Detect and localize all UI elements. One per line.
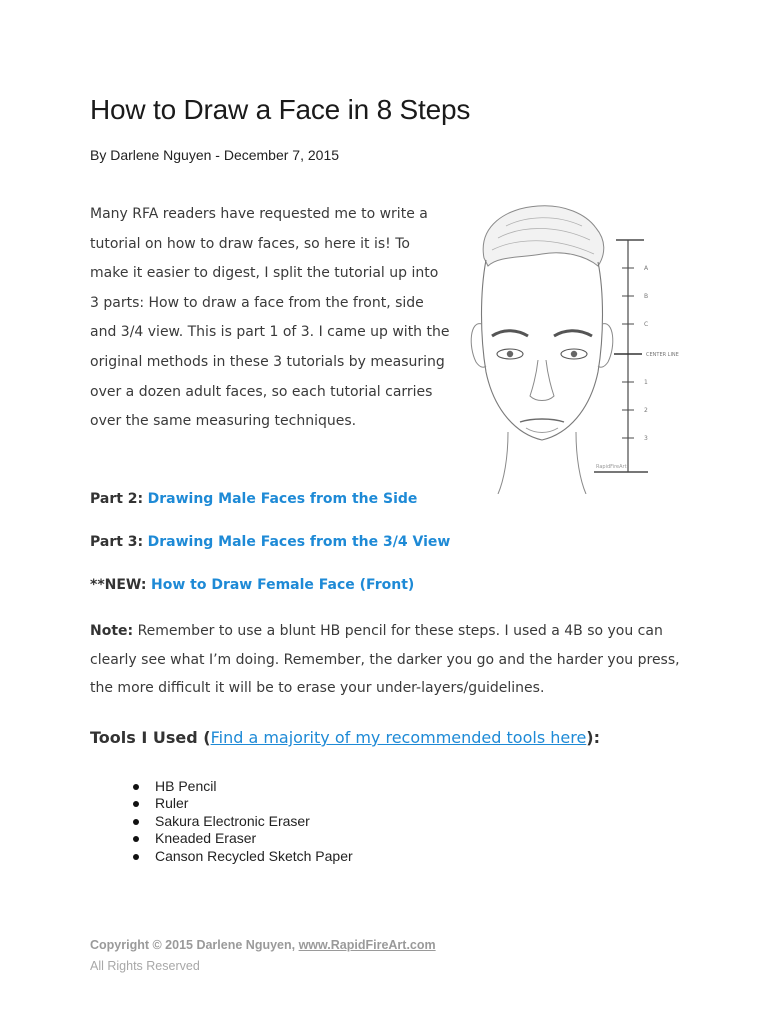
ruler-mark-1: 1	[644, 379, 648, 386]
ruler-mark-3: 3	[644, 435, 648, 442]
tool-label: Canson Recycled Sketch Paper	[155, 847, 353, 864]
ruler-center-line: CENTER LINE	[646, 352, 679, 358]
ruler-mark-b: B	[644, 293, 649, 300]
bullet-icon	[133, 836, 139, 842]
tool-label: Kneaded Eraser	[155, 830, 257, 847]
list-item	[133, 830, 353, 847]
tool-label: Sakura Electronic Eraser	[155, 812, 310, 829]
artist-signature: RapidFireArt	[596, 464, 627, 470]
recommended-tools-link[interactable]: Find a majority of my recommended tools here	[210, 728, 587, 747]
list-item	[133, 813, 353, 830]
list-item	[133, 848, 353, 865]
copyright-text: Copyright © 2015 Darlene Nguyen,	[90, 938, 299, 952]
part-3-label: Part 3:	[90, 534, 144, 550]
list-item	[133, 778, 353, 795]
tools-list	[133, 778, 353, 865]
tools-heading	[90, 728, 600, 747]
new-part-label: **NEW:	[90, 577, 147, 593]
byline: By Darlene Nguyen - December 7, 2015	[90, 147, 340, 163]
tools-heading-suffix: ):	[586, 728, 601, 747]
bullet-icon	[133, 854, 139, 860]
ruler-mark-a: A	[644, 265, 649, 272]
article-title: How to Draw a Face in 8 Steps	[90, 94, 471, 125]
note-text: Remember to use a blunt HB pencil for these steps. I used a 4B so you can clearly see what I’m doing. Remember, the darker you go and the harder you press, the more difficult it will be to erase your under-layers/guidelines.	[90, 623, 680, 696]
new-part-line	[90, 577, 414, 593]
site-link[interactable]: www.RapidFireArt.com	[298, 938, 436, 952]
tools-heading-prefix: Tools I Used (	[90, 728, 211, 747]
bullet-icon	[133, 819, 139, 825]
copyright-line	[90, 938, 436, 952]
part-2-label: Part 2:	[90, 491, 144, 507]
ruler-mark-c: C	[644, 321, 649, 328]
list-item	[133, 795, 353, 812]
new-part-link[interactable]: How to Draw Female Face (Front)	[151, 577, 415, 593]
part-3-link[interactable]: Drawing Male Faces from the 3/4 View	[147, 534, 451, 550]
tool-label: HB Pencil	[155, 778, 217, 794]
part-3-line	[90, 534, 450, 550]
bullet-icon	[133, 801, 139, 807]
note-paragraph	[90, 617, 690, 703]
ruler-mark-2: 2	[644, 407, 648, 414]
part-2-link[interactable]: Drawing Male Faces from the Side	[147, 491, 418, 507]
note-label: Note:	[90, 623, 134, 639]
face-illustration	[446, 196, 682, 494]
tool-label: Ruler	[155, 795, 189, 812]
bullet-icon	[133, 784, 139, 790]
rights-reserved: All Rights Reserved	[90, 959, 200, 973]
intro-paragraph: Many RFA readers have requested me to write a tutorial on how to draw faces, so here it is! To make it easier to digest, I split the tutorial up into 3 parts: How to draw a face from the front, side and 3/4 view. This is part 1 of 3. I came up with the original methods in these 3 tutorials by measuring over a dozen adult faces, so each tutorial carries over the same measuring techniques.	[90, 206, 450, 430]
part-2-line	[90, 491, 417, 507]
